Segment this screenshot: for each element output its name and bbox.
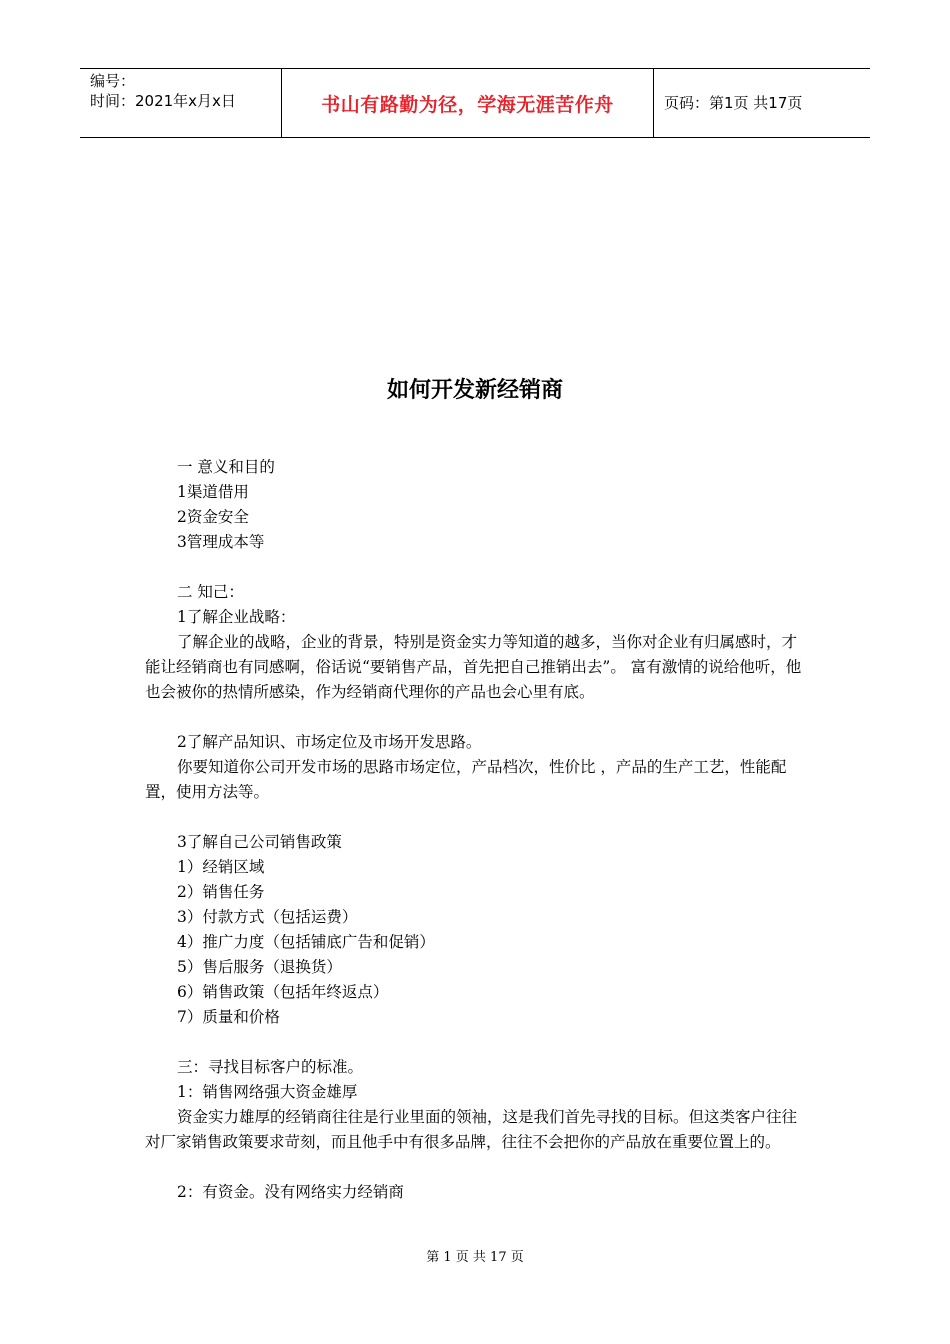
paragraph: 2）销售任务 xyxy=(177,883,265,901)
header-info-cell xyxy=(80,69,282,137)
paragraph: 1了解企业战略： xyxy=(177,608,296,626)
paragraph: 6）销售政策（包括年终返点） xyxy=(177,983,389,1001)
header-motto: 书山有路勤为径，学海无涯苦作舟 xyxy=(321,93,614,116)
paragraph: 资金实力雄厚的经销商往往是行业里面的领袖，这是我们首先寻找的目标。但这类客户往往对厂家销售政策要求苛刻，而且他手中有很多品牌，往往不会把你的产品放在重要位置上的。 xyxy=(145,1108,798,1151)
paragraph: 2资金安全 xyxy=(177,508,249,526)
paragraph: 二 知己： xyxy=(177,583,244,601)
paragraph: 1：销售网络强大资金雄厚 xyxy=(177,1083,358,1101)
paragraph: 3管理成本等 xyxy=(177,533,265,551)
paragraph-gap xyxy=(145,555,810,580)
paragraph: 3）付款方式（包括运费） xyxy=(177,908,358,926)
paragraph: 2：有资金。没有网络实力经销商 xyxy=(177,1183,404,1201)
header-page-cell xyxy=(654,69,870,137)
paragraph-gap xyxy=(145,1030,810,1055)
paragraph: 2了解产品知识、市场定位及市场开发思路。 xyxy=(177,733,482,751)
paragraph: 一 意义和目的 xyxy=(177,458,275,476)
paragraph: 你要知道你公司开发市场的思路市场定位，产品档次，性价比 ，产品的生产工艺，性能配置，使用方法等。 xyxy=(145,758,787,801)
paragraph: 7）质量和价格 xyxy=(177,1008,280,1026)
document-title: 如何开发新经销商 xyxy=(386,378,563,403)
paragraph-gap xyxy=(145,705,810,730)
header-page-label: 页码：第1页 共17页 xyxy=(664,94,803,112)
paragraph: 三：寻找目标客户的标准。 xyxy=(177,1058,364,1076)
document-number-label: 编号： xyxy=(90,72,136,90)
header-motto-cell xyxy=(282,69,654,137)
paragraph-gap xyxy=(145,805,810,830)
paragraph: 5）售后服务（退换货） xyxy=(177,958,342,976)
document-time-label: 时间：2021年x月x日 xyxy=(90,92,236,110)
paragraph: 1渠道借用 xyxy=(177,483,249,501)
paragraph-gap xyxy=(145,1155,810,1180)
paragraph: 4）推广力度（包括铺底广告和促销） xyxy=(177,933,435,951)
document-body xyxy=(145,455,810,1205)
paragraph: 1）经销区域 xyxy=(177,858,265,876)
header-table xyxy=(80,68,870,138)
page-footer: 第 1 页 共 17 页 xyxy=(426,1250,524,1265)
paragraph: 了解企业的战略，企业的背景，特别是资金实力等知道的越多，当你对企业有归属感时，才能让经销商也有同感啊，俗话说“要销售产品，首先把自己推销出去”。 富有激情的说给他听，他也会被你的热情所感染，作为经销商代理你的产品也会心里有底。 xyxy=(145,633,802,701)
paragraph: 3了解自己公司销售政策 xyxy=(177,833,342,851)
